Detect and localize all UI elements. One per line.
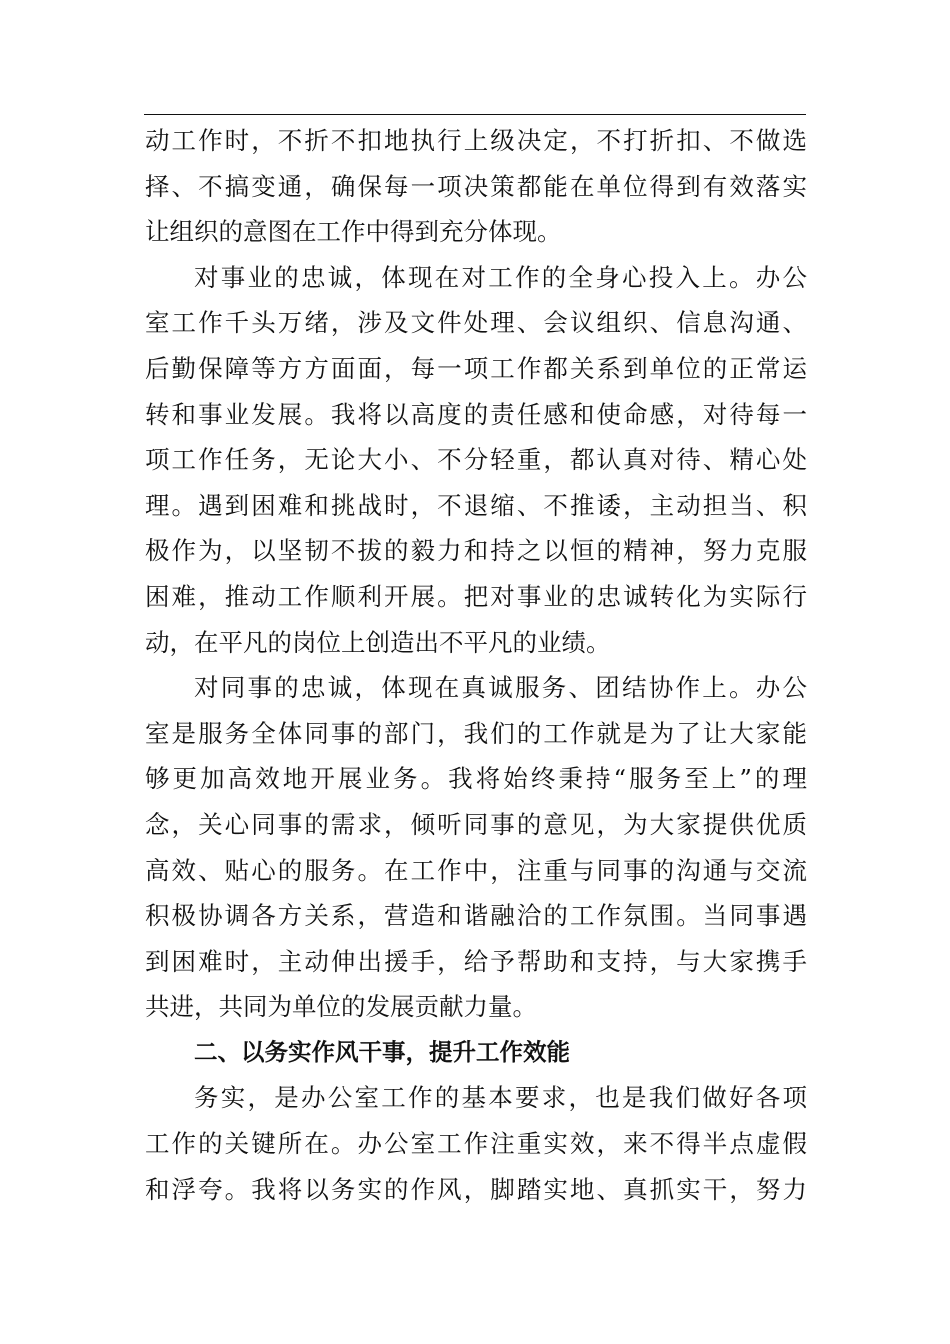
text-line: 室工作千头万绪，涉及文件处理、会议组织、信息沟通、 xyxy=(145,308,807,338)
text-line: 务实，是办公室工作的基本要求，也是我们做好各项 xyxy=(194,1083,807,1113)
text-line: 到困难时，主动伸出援手，给予帮助和支持，与大家携手 xyxy=(145,946,807,976)
text-line: 工作的关键所在。办公室工作注重实效，来不得半点虚假 xyxy=(145,1129,807,1159)
text-line: 高效、贴心的服务。在工作中，注重与同事的沟通与交流 xyxy=(145,855,807,885)
text-line: 够更加高效地开展业务。我将始终秉持“服务至上”的理 xyxy=(145,764,807,794)
text-line: 后勤保障等方方面面，每一项工作都关系到单位的正常运 xyxy=(145,353,807,383)
text-line: 让组织的意图在工作中得到充分体现。 xyxy=(145,217,562,247)
text-line: 共进，共同为单位的发展贡献力量。 xyxy=(145,992,537,1022)
text-line: 动工作时，不折不扣地执行上级决定，不打折扣、不做选 xyxy=(145,126,807,155)
text-line: 对事业的忠诚，体现在对工作的全身心投入上。办公 xyxy=(194,262,807,292)
text-line: 室是服务全体同事的部门，我们的工作就是为了让大家能 xyxy=(145,718,807,748)
text-line: 极作为，以坚韧不拔的毅力和持之以恒的精神，努力克服 xyxy=(145,536,807,566)
header-rule xyxy=(144,114,806,115)
text-line: 念，关心同事的需求，倾听同事的意见，为大家提供优质 xyxy=(145,809,807,839)
text-line: 和浮夸。我将以务实的作风，脚踏实地、真抓实干，努力 xyxy=(145,1174,807,1204)
text-line: 转和事业发展。我将以高度的责任感和使命感，对待每一 xyxy=(145,399,807,429)
text-line: 理。遇到困难和挑战时，不退缩、不推诿，主动担当、积 xyxy=(145,490,807,520)
text-line: 择、不搞变通，确保每一项决策都能在单位得到有效落实 xyxy=(145,171,807,201)
body-text xyxy=(145,118,807,1212)
section-heading: 二、以务实作风干事，提升工作效能 xyxy=(194,1037,570,1066)
text-line: 动，在平凡的岗位上创造出不平凡的业绩。 xyxy=(145,627,611,657)
text-line: 困难，推动工作顺利开展。把对事业的忠诚转化为实际行 xyxy=(145,581,807,611)
text-line: 积极协调各方关系，营造和谐融洽的工作氛围。当同事遇 xyxy=(145,901,807,931)
text-line: 对同事的忠诚，体现在真诚服务、团结协作上。办公 xyxy=(194,673,807,703)
text-line: 项工作任务，无论大小、不分轻重，都认真对待、精心处 xyxy=(145,445,807,475)
